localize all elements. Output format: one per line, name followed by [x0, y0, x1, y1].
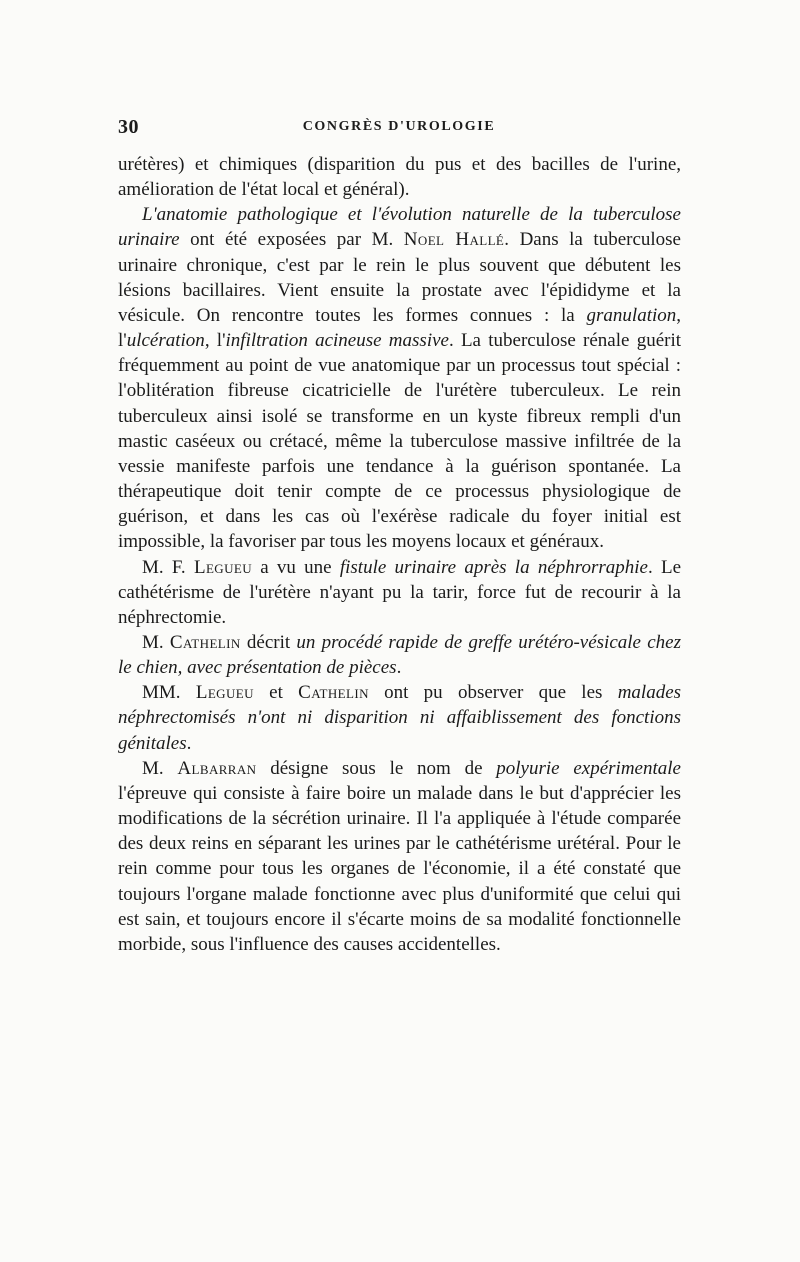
p2-sep-1: , l'	[118, 304, 681, 352]
p4-author: Cathelin	[169, 631, 241, 653]
page-number: 30	[118, 116, 139, 138]
paragraph-5	[118, 680, 681, 755]
p2-sep-2: , l'	[204, 330, 226, 352]
p5-title: malades néphrectomisés n'ont ni disparition ni affaiblissement des fonctions génitales	[118, 682, 682, 754]
p2-text-2: . Dans la tuberculose urinaire chronique, c'est par le rein le plus souvent que débutent les lésions bacillaires. Vient ensuite la prostate avec l'épididyme et la vésicule. On rencontre toutes les formes connues : la	[118, 229, 681, 326]
p4-text-1: M.	[142, 631, 170, 653]
p6-text-1: M.	[142, 757, 178, 779]
paragraph-1	[118, 152, 681, 202]
p5-text-4: .	[186, 732, 192, 754]
p3-title: fistule urinaire après la néphrorraphie	[339, 556, 648, 578]
p2-form-1: granulation	[586, 304, 677, 326]
p1-text: urétères) et chimiques (disparition du pus et des bacilles de l'urine, amélioration de l'état local et général).	[118, 154, 681, 201]
p3-text-2: a vu une	[252, 556, 340, 578]
p5-text-1: MM.	[142, 682, 196, 704]
p2-text-1: ont été exposées par M.	[179, 229, 404, 251]
paragraph-6	[118, 756, 681, 957]
body-text	[118, 152, 681, 957]
p4-text-2: décrit	[240, 631, 297, 653]
p6-author: Albarran	[177, 757, 257, 779]
p2-title: L'anatomie pathologique et l'évolution naturelle de la tuberculose urinaire	[118, 204, 681, 251]
p2-form-2: ulcération	[126, 330, 205, 352]
running-title: CONGRÈS D'UROLOGIE	[302, 119, 496, 134]
p4-title: un procédé rapide de greffe urétéro-vésicale chez le chien, avec présentation de pièces	[118, 631, 681, 679]
p2-form-3: infiltration acineuse massive	[225, 330, 449, 352]
p2-author: Noel Hallé	[403, 229, 505, 251]
p3-text-3: . Le cathétérisme de l'urétère n'ayant pu la tarir, force fut de recourir à la néphrectomie.	[118, 556, 682, 628]
paragraph-2	[118, 202, 681, 554]
p2-text-3: . La tuberculose rénale guérit fréquemment au point de vue anatomique par un processus tout spécial : l'oblitération fibreuse cicatricielle de l'urétère tuberculeux. Le rein tuberculeux ainsi isolé se transforme en un kyste fibreux rempli d'un mastic caséeux ou crétacé, même la tuberculose massive infiltrée de la vessie manifeste parfois une tendance à la guérison spontanée. La thérapeutique doit tenir compte de ce processus physiologique de guérison, et dans les cas où l'exérèse radicale du foyer initial est impossible, la favoriser par tous les moyens locaux et généraux.	[118, 330, 682, 553]
p4-text-3: .	[396, 657, 402, 679]
p6-title: polyurie expérimentale	[496, 757, 681, 779]
running-head	[118, 116, 680, 138]
p3-text-1: M. F.	[142, 556, 194, 578]
p3-author: Legueu	[193, 556, 252, 578]
p5-author-2: Cathelin	[298, 682, 369, 704]
paragraph-3	[118, 555, 681, 630]
paragraph-4	[118, 630, 681, 680]
p5-text-2: et	[253, 682, 299, 704]
p5-text-3: ont pu observer que les	[368, 682, 618, 704]
p6-text-3: l'épreuve qui consiste à faire boire un malade dans le but d'apprécier les modifications de la sécrétion urinaire. Il l'a appliquée à l'étude comparée des deux reins en séparant les urines par le cathétérisme urétéral. Pour le rein comme pour tous les organes de l'économie, il a été constaté que toujours l'organe malade fonctionne avec plus d'uniformité que celui qui est sain, et toujours encore il s'écarte moins de sa modalité fonctionnelle morbide, sous l'influence des causes accidentelles.	[118, 782, 681, 955]
p5-author-1: Legueu	[195, 682, 254, 704]
p6-text-2: désigne sous le nom de	[256, 757, 497, 779]
